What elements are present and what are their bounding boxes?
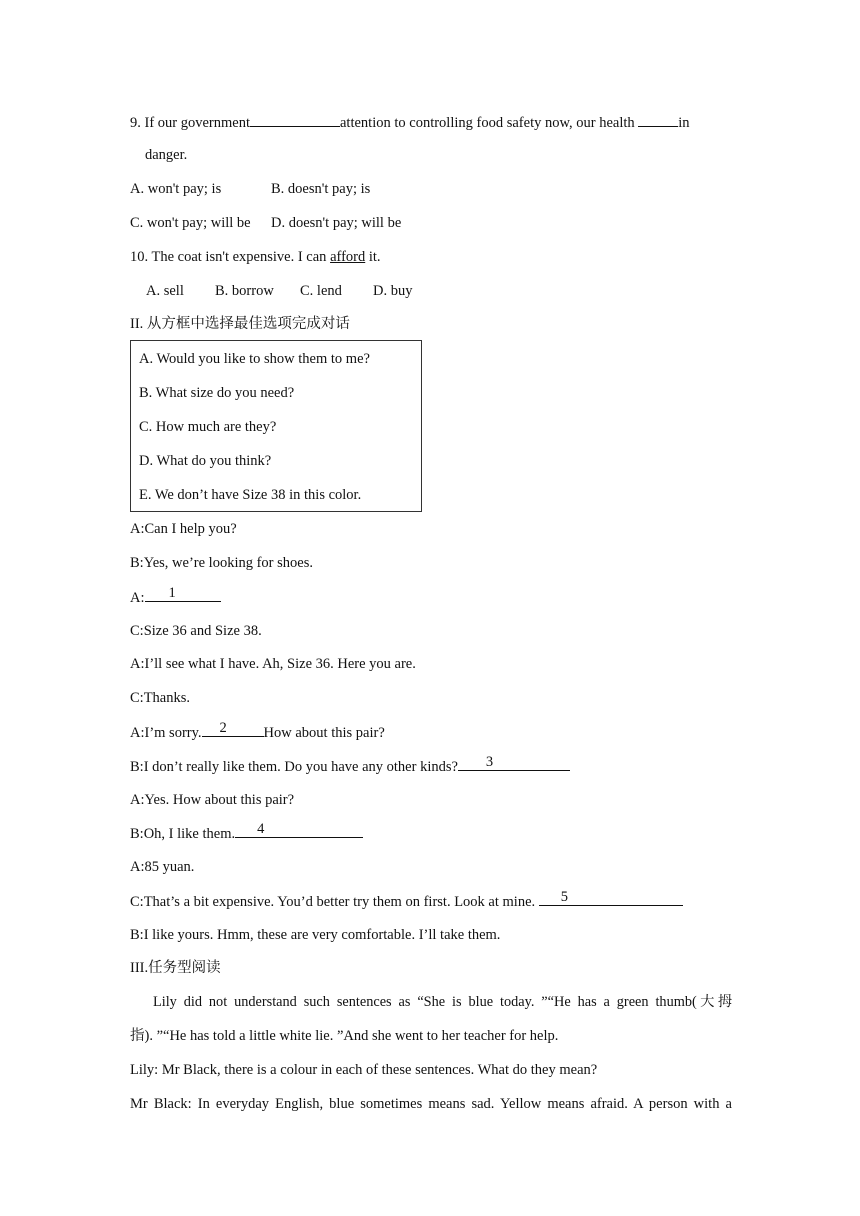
q10-suffix: it.	[365, 249, 381, 265]
dialogue-line-2: B:Yes, we’re looking for shoes.	[130, 555, 313, 571]
dialogue-line-4: C:Size 36 and Size 38.	[130, 623, 262, 639]
question-9	[130, 112, 690, 133]
dialogue-text: B:I don’t really like them. Do you have any other kinds?	[130, 759, 458, 775]
section-2-title: II. 从方框中选择最佳选项完成对话	[130, 316, 350, 332]
answer-blank-4	[235, 823, 363, 838]
dialogue-line-8	[130, 756, 570, 777]
dialogue-line-10	[130, 823, 363, 844]
options-box	[130, 340, 422, 512]
dialogue-speaker: A:	[130, 590, 145, 606]
dialogue-text: How about this pair?	[263, 725, 385, 741]
q10-option-b: B. borrow	[215, 283, 274, 299]
box-option-a: A. Would you like to show them to me?	[139, 351, 370, 367]
q9-option-c: C. won't pay; will be	[130, 215, 251, 231]
box-option-b: B. What size do you need?	[139, 385, 295, 401]
answer-blank-3	[458, 756, 570, 771]
q9-option-d: D. doesn't pay; will be	[271, 215, 402, 231]
q9-prefix: 9. If our government	[130, 115, 250, 131]
q9-blank-2	[638, 112, 678, 127]
dialogue-line-3	[130, 587, 221, 608]
q9-option-b: B. doesn't pay; is	[271, 181, 371, 197]
answer-blank-2	[202, 722, 264, 737]
dialogue-line-11: A:85 yuan.	[130, 859, 195, 875]
q10-option-d: D. buy	[373, 283, 413, 299]
blank-number-2: 2	[219, 720, 227, 736]
dialogue-line-9: A:Yes. How about this pair?	[130, 792, 295, 808]
reading-para-line-1: Lily did not understand such sentences as “She is blue today. ”“He has a green thumb(大拇	[153, 994, 732, 1010]
reading-para-line-2: 指). ”“He has told a little white lie. ”And she went to her teacher for help.	[130, 1028, 559, 1044]
box-option-c: C. How much are they?	[139, 419, 277, 435]
dialogue-text: C:That’s a bit expensive. You’d better try them on first. Look at mine.	[130, 894, 539, 910]
dialogue-text: A:I’m sorry.	[130, 725, 202, 741]
blank-number-3: 3	[485, 754, 494, 770]
reading-lily-line: Lily: Mr Black, there is a colour in each of these sentences. What do they mean?	[130, 1062, 598, 1078]
dialogue-line-13: B:I like yours. Hmm, these are very comfortable. I’ll take them.	[130, 927, 501, 943]
dialogue-text: B:Oh, I like them.	[130, 826, 236, 842]
q10-option-c: C. lend	[300, 283, 342, 299]
blank-number-4: 4	[257, 821, 265, 837]
blank-number-1: 1	[168, 585, 176, 601]
dialogue-line-7	[130, 722, 385, 743]
reading-black-line: Mr Black: In everyday English, blue sometimes means sad. Yellow means afraid. A person with a	[130, 1096, 732, 1112]
section-3-title: III.任务型阅读	[130, 960, 221, 976]
q9-continuation: danger.	[145, 147, 188, 163]
q10-prefix: 10. The coat isn't expensive. I can	[130, 249, 331, 265]
answer-blank-5	[539, 891, 683, 906]
box-option-e: E. We don’t have Size 38 in this color.	[139, 487, 362, 503]
q9-suffix: in	[678, 115, 690, 131]
dialogue-line-5: A:I’ll see what I have. Ah, Size 36. Here you are.	[130, 656, 416, 672]
q9-blank-1	[250, 112, 340, 127]
box-option-d: D. What do you think?	[139, 453, 272, 469]
blank-number-5: 5	[560, 889, 569, 905]
answer-blank-1	[145, 587, 221, 602]
q9-option-a: A. won't pay; is	[130, 181, 222, 197]
dialogue-line-1: A:Can I help you?	[130, 521, 237, 537]
q10-option-a: A. sell	[146, 283, 184, 299]
dialogue-line-6: C:Thanks.	[130, 690, 191, 706]
question-10	[130, 247, 381, 267]
q10-underlined-word: afford	[330, 249, 366, 265]
q9-middle: attention to controlling food safety now, our health	[340, 115, 639, 131]
dialogue-line-12	[130, 891, 683, 912]
